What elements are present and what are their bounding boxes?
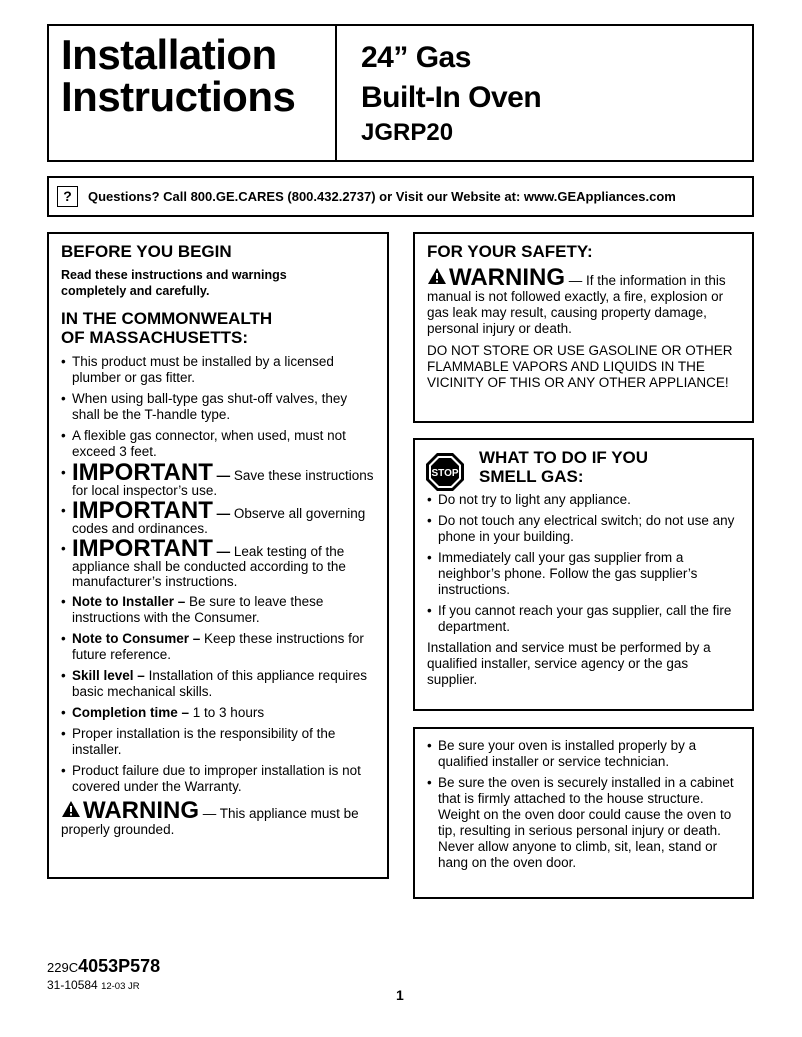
important-text: Save these instructions for local inspector’s use. — [72, 468, 374, 498]
gas-heading-line-1: WHAT TO DO IF YOU — [479, 448, 649, 467]
list-item: • Immediately call your gas supplier from a neighbor’s phone. Follow the gas supplier’s instructions. — [427, 550, 742, 598]
before-you-begin-panel — [47, 232, 389, 879]
for-your-safety-panel — [413, 232, 754, 423]
note-text: Be sure to leave these instructions with the Consumer. — [72, 594, 324, 625]
page-number: 1 — [396, 987, 404, 1003]
safety-heading: FOR YOUR SAFETY: — [427, 242, 593, 261]
stop-label: STOP — [431, 468, 459, 479]
service-notice: Installation and service must be performed by a qualified installer, service agency or the gas supplier. — [427, 640, 711, 687]
model-number: JGRP20 — [361, 119, 454, 146]
note-text: Installation of this appliance requires basic mechanical skills. — [72, 668, 367, 699]
list-item: • A flexible gas connector, when used, must not exceed 3 feet. — [61, 428, 377, 460]
important-list — [61, 459, 377, 589]
product-line-1: 24” Gas — [361, 41, 471, 74]
warning-text: — If the information in this manual is not followed exactly, a fire, explosion or gas leak may result, causing property damage, personal injury or death. — [427, 273, 726, 336]
important-dash: — — [216, 468, 231, 483]
important-dash: — — [216, 544, 231, 559]
document-number — [47, 978, 140, 992]
safety-warning — [427, 264, 742, 337]
note-item — [61, 631, 377, 663]
part-prefix: 229C — [47, 960, 79, 975]
product-name — [337, 26, 752, 118]
smell-gas-heading — [427, 448, 742, 486]
note-item — [61, 705, 377, 721]
before-heading: BEFORE YOU BEGIN — [61, 242, 232, 261]
list-item: • Do not try to light any appliance. — [427, 492, 742, 508]
intro-line-1: Read these instructions and warnings — [61, 268, 287, 282]
list-item: • Be sure the oven is securely installed in a cabinet that is firmly attached to the house structure. Weight on the oven door could cause the oven to tip, resulting in serious personal injury or death. Never allow anyone to climb, sit, lean, stand or hang on the oven door. — [427, 775, 742, 871]
note-label: Completion time – — [72, 705, 190, 720]
part-number — [47, 956, 160, 977]
stop-sign-icon — [425, 452, 465, 492]
important-label: IMPORTANT — [72, 459, 213, 486]
list-item: • When using ball-type gas shut-off valves, they shall be the T-handle type. — [61, 391, 377, 423]
title-box — [47, 24, 337, 162]
question-mark-icon: ? — [57, 186, 78, 207]
doc-date: 12-03 JR — [101, 981, 140, 992]
massachusetts-heading — [61, 309, 377, 347]
smell-gas-list — [427, 492, 742, 635]
important-label: IMPORTANT — [72, 497, 213, 524]
important-item — [61, 459, 377, 498]
mass-heading-line-1: IN THE COMMONWEALTH — [61, 309, 273, 328]
gas-heading-line-2: SMELL GAS: — [479, 467, 584, 486]
before-intro — [61, 267, 377, 299]
list-item: • Be sure your oven is installed properly by a qualified installer or service technician. — [427, 738, 742, 770]
note-label: Note to Consumer – — [72, 631, 201, 646]
product-line-2: Built-In Oven — [361, 81, 542, 114]
warning-label: WARNING — [449, 264, 565, 291]
doc-number: 31-10584 — [47, 978, 98, 992]
list-item: • Do not touch any electrical switch; do not use any phone in your building. — [427, 513, 742, 545]
important-dash: — — [216, 506, 231, 521]
part-number-main: 4053P578 — [78, 956, 161, 976]
list-item: • This product must be installed by a licensed plumber or gas fitter. — [61, 354, 377, 386]
mass-heading-line-2: OF MASSACHUSETTS: — [61, 328, 248, 347]
note-text: 1 to 3 hours — [192, 705, 265, 720]
install-notes-list — [427, 738, 742, 871]
title-line-1: Installation — [61, 31, 277, 78]
list-item: • Proper installation is the responsibility of the installer. — [61, 726, 377, 758]
intro-line-2: completely and carefully. — [61, 284, 210, 298]
list-item: • If you cannot reach your gas supplier, call the fire department. — [427, 603, 742, 635]
note-label: Note to Installer – — [72, 594, 186, 609]
flammable-notice: DO NOT STORE OR USE GASOLINE OR OTHER FLAMMABLE VAPORS AND LIQUIDS IN THE VICINITY OF THIS OR ANY OTHER APPLIANCE! — [427, 343, 733, 390]
important-label: IMPORTANT — [72, 535, 213, 562]
warning-text: — This appliance must be properly grounded. — [61, 806, 359, 837]
grounding-warning — [61, 797, 377, 838]
important-item — [61, 497, 377, 536]
questions-text: Questions? Call 800.GE.CARES (800.432.2737) or Visit our Website at: www.GEAppliances.com — [88, 189, 676, 204]
note-text: Keep these instructions for future reference. — [72, 631, 364, 662]
title-line-2: Instructions — [61, 73, 296, 120]
questions-bar — [47, 176, 754, 217]
note-label: Skill level – — [72, 668, 145, 683]
notes-list — [61, 594, 377, 795]
list-item: • Product failure due to improper installation is not covered under the Warranty. — [61, 763, 377, 795]
massachusetts-list — [61, 354, 377, 460]
install-notes-panel — [413, 727, 754, 899]
warning-label: WARNING — [83, 797, 199, 824]
important-text: Leak testing of the appliance shall be conducted according to the manufacturer’s instructions. — [72, 544, 346, 589]
warning-triangle-icon — [427, 267, 447, 285]
product-box — [335, 24, 754, 162]
document-title — [49, 26, 337, 118]
warning-triangle-icon — [61, 800, 81, 818]
note-item — [61, 668, 377, 700]
note-item — [61, 594, 377, 626]
important-text: Observe all governing codes and ordinances. — [72, 506, 366, 536]
important-item — [61, 535, 377, 589]
